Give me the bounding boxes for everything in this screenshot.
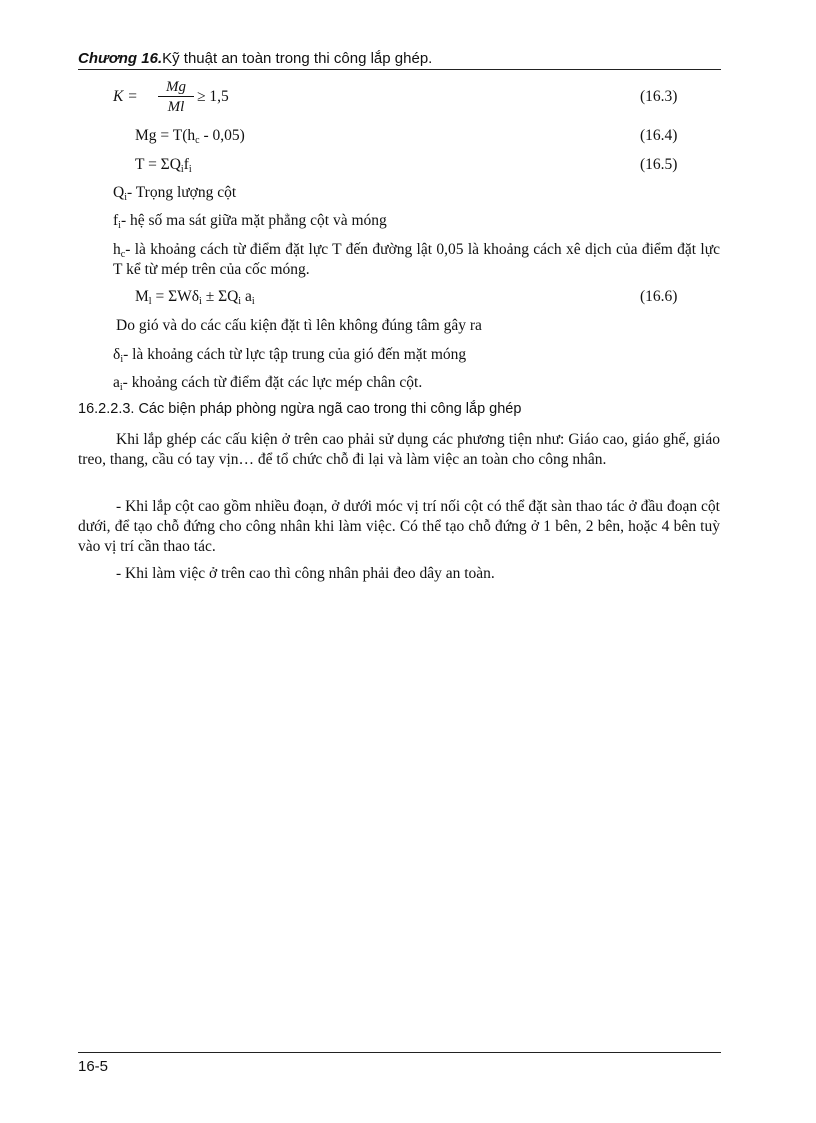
definition-ai: $a_i-$ khoảng cách từ điểm đặt các lực mép chân cột. (113, 374, 423, 393)
chapter-title: Kỹ thuật an toàn trong thi công lắp ghép. (162, 50, 433, 67)
header-rule (78, 69, 721, 70)
definition-fi: $f_i-$ hệ số ma sát giữa mặt phẳng cột và móng (113, 212, 387, 231)
eq-16-3-numerator: Mg (158, 78, 194, 97)
chapter-label: Chương 16. (78, 50, 163, 67)
definition-delta: $\delta_i-$ là khoảng cách từ lực tập trung của gió đến mặt móng (113, 346, 467, 365)
paragraph-2: - Khi lắp cột cao gồm nhiều đoạn, ở dưới móc vị trí nối cột có thể đặt sàn thao tác ở đầu đoạn cột dưới, để tạo chỗ đứng cho công nhân khi làm việc. Có thể tạo chỗ đứng ở 1 bên, 2 bên, hoặc 4 bên tuỳ vào vị trí cần thao tác. (78, 498, 720, 555)
eq-16-6: $M_l = \Sigma W\delta_i \pm \Sigma Q_i$ $a_i$ (135, 288, 255, 307)
eq-16-4: $Mg = T(h_c - 0,05)$ (135, 127, 245, 146)
eq-16-3-denominator: Ml (167, 99, 185, 115)
eq-16-6-number: (16.6) (640, 288, 678, 305)
page-number: 16-5 (78, 1058, 109, 1075)
section-heading: 16.2.2.3. Các biện pháp phòng ngừa ngã cao trong thi công lắp ghép (78, 401, 522, 417)
eq-16-3-lhs: K = (113, 88, 138, 105)
paragraph-3: - Khi làm việc ở trên cao thì công nhân phải đeo dây an toàn. (116, 565, 495, 582)
eq-16-5: $T = \Sigma Q_if_i$ (135, 156, 192, 175)
definition-qi: $Q_i-$ Trọng lượng cột (113, 184, 237, 203)
eq-16-3-fraction (158, 78, 194, 117)
eq-16-3-rhs: ≥ 1,5 (197, 88, 229, 105)
definition-hc: $h_c-$ là khoảng cách từ điểm đặt lực T đến đường lật 0,05 là khoảng cách xê dịch của điểm đặt lực T kể từ mép trên của cốc móng. (113, 241, 720, 278)
definition-wind: Do gió và do các cấu kiện đặt tì lên không đúng tâm gây ra (116, 317, 482, 334)
footer-rule (78, 1052, 721, 1053)
page-header (78, 50, 720, 67)
eq-16-4-number: (16.4) (640, 127, 678, 144)
eq-16-5-number: (16.5) (640, 156, 678, 173)
eq-16-3-number: (16.3) (640, 88, 678, 105)
paragraph-1: Khi lắp ghép các cấu kiện ở trên cao phải sử dụng các phương tiện như: Giáo cao, giáo ghế, giáo treo, thang, cầu có tay vịn… để tổ chức chỗ đi lại và làm việc an toàn cho công nhân. (78, 431, 720, 468)
